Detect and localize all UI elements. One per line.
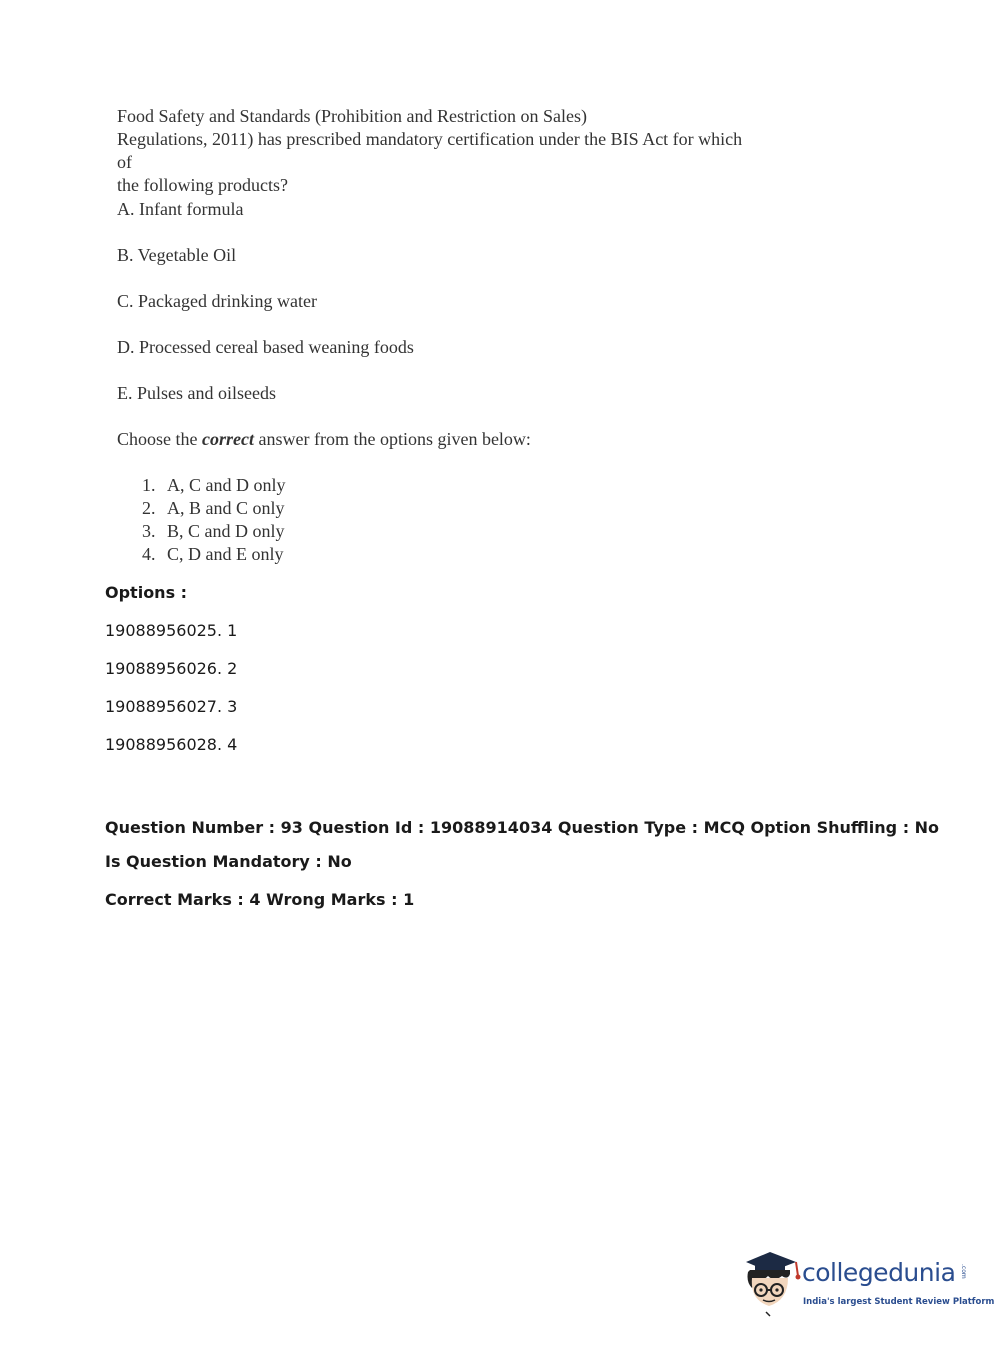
answer-text: B, C and D only	[167, 521, 285, 541]
logo-tagline: India's largest Student Review Platform	[803, 1297, 995, 1307]
answer-text: C, D and E only	[167, 544, 284, 564]
instruction-emphasis: correct	[202, 429, 254, 449]
option-row: 19088956028. 4	[105, 735, 238, 754]
stem-line: the following products?	[117, 175, 288, 195]
answer-list	[142, 474, 286, 566]
choice-a: A. Infant formula	[117, 199, 244, 219]
option-row: 19088956025. 1	[105, 621, 238, 640]
options-label: Options :	[105, 583, 188, 602]
logo-com: .com	[960, 1264, 967, 1279]
answer-number: 2.	[142, 498, 156, 518]
choice-b: B. Vegetable Oil	[117, 245, 237, 265]
question-stem	[117, 105, 757, 197]
option-row: 19088956027. 3	[105, 697, 238, 716]
answer-item	[142, 497, 286, 520]
question-header-line: Question Number : 93 Question Id : 19088914034 Question Type : MCQ Option Shuffling : No	[105, 818, 940, 837]
answer-item	[142, 543, 286, 566]
answer-text: A, C and D only	[167, 475, 286, 495]
answer-number: 1.	[142, 475, 156, 495]
choice-d: D. Processed cereal based weaning foods	[117, 337, 414, 357]
choice-e: E. Pulses and oilseeds	[117, 383, 276, 403]
instruction	[117, 428, 531, 451]
option-row: 19088956026. 2	[105, 659, 238, 678]
logo-wordmark: collegedunia	[802, 1258, 956, 1287]
question-marks-line: Correct Marks : 4 Wrong Marks : 1	[105, 890, 415, 909]
answer-number: 4.	[142, 544, 156, 564]
answer-item	[142, 520, 286, 543]
answer-number: 3.	[142, 521, 156, 541]
question-mandatory-line: Is Question Mandatory : No	[105, 852, 352, 871]
mascot-icon	[742, 1248, 804, 1318]
stem-line: Regulations, 2011) has prescribed mandatory certification under the BIS Act for which of	[117, 129, 743, 172]
choice-c: C. Packaged drinking water	[117, 291, 317, 311]
question-image	[117, 105, 757, 564]
answer-item	[142, 474, 286, 497]
stem-line: Food Safety and Standards (Prohibition and Restriction on Sales)	[117, 106, 587, 126]
answer-text: A, B and C only	[167, 498, 285, 518]
instruction-post: answer from the options given below:	[253, 429, 531, 449]
instruction-pre: Choose the	[117, 429, 202, 449]
collegedunia-logo	[742, 1248, 995, 1318]
